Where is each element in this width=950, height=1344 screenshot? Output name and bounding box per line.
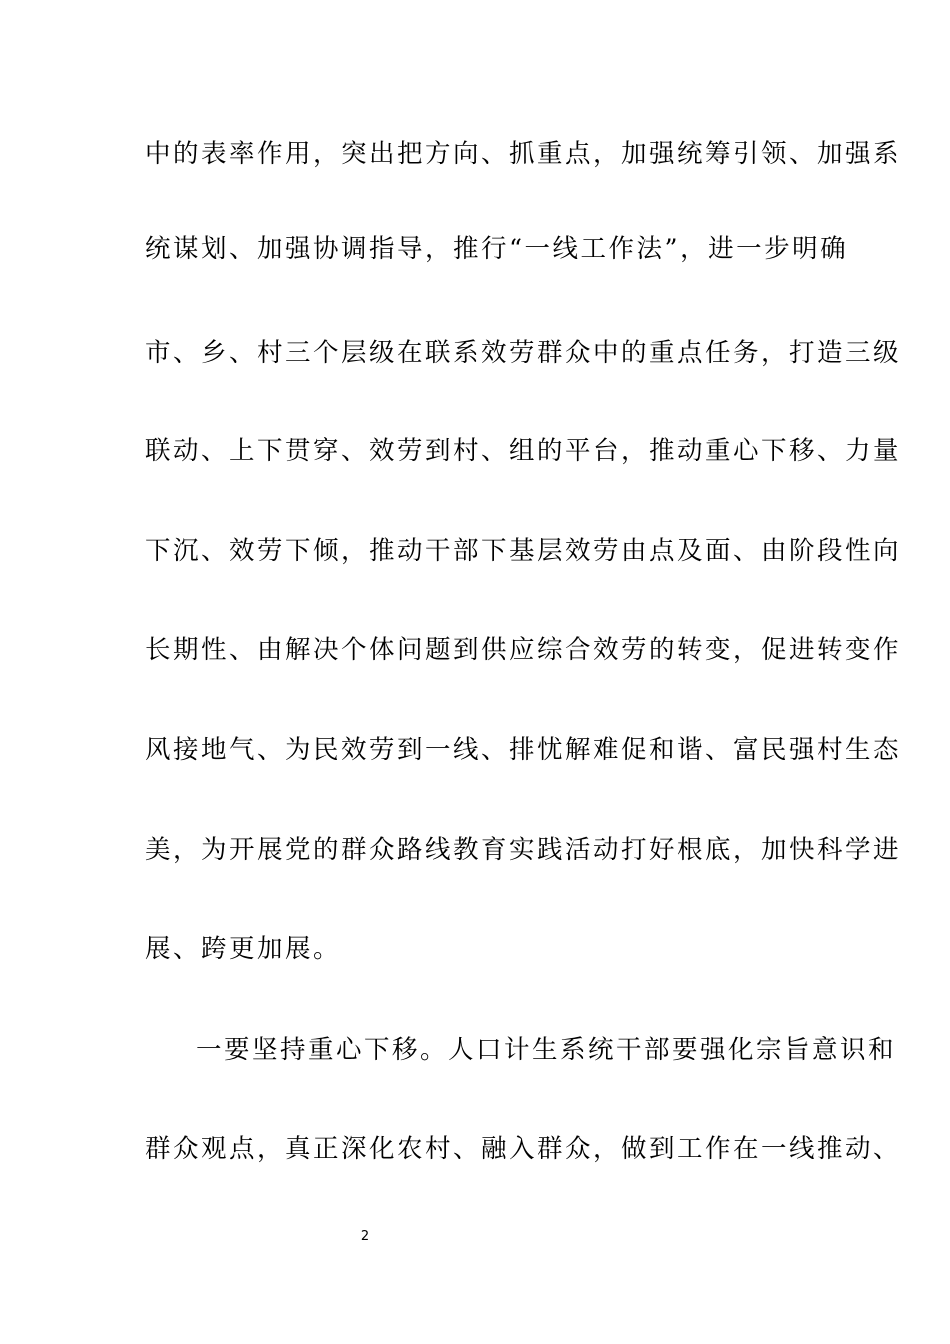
text-line-8: 美，为开展党的群众路线教育实践活动打好根底，加快科学进 [145,835,902,865]
text-line-6: 长期性、由解决个体问题到供应综合效劳的转变，促进转变作 [145,635,902,665]
page-number: 2 [360,1229,370,1244]
text-line-3: 市、乡、村三个层级在联系效劳群众中的重点任务，打造三级 [145,338,902,368]
text-line-1: 中的表率作用，突出把方向、抓重点，加强统筹引领、加强系 [145,139,902,169]
text-line-4: 联动、上下贯穿、效劳到村、组的平台，推动重心下移、力量 [145,436,902,466]
text-line-10: 一要坚持重心下移。人口计生系统干部要强化宗旨意识和 [196,1035,897,1065]
text-line-9: 展、跨更加展。 [145,934,342,964]
text-line-11: 群众观点，真正深化农村、融入群众，做到工作在一线推动、 [145,1134,902,1164]
text-line-5: 下沉、效劳下倾，推动干部下基层效劳由点及面、由阶段性向 [145,536,902,566]
text-line-2: 统谋划、加强协调指导，推行“一线工作法”，进一步明确 [145,234,849,264]
text-line-7: 风接地气、为民效劳到一线、排忧解难促和谐、富民强村生态 [145,735,902,765]
